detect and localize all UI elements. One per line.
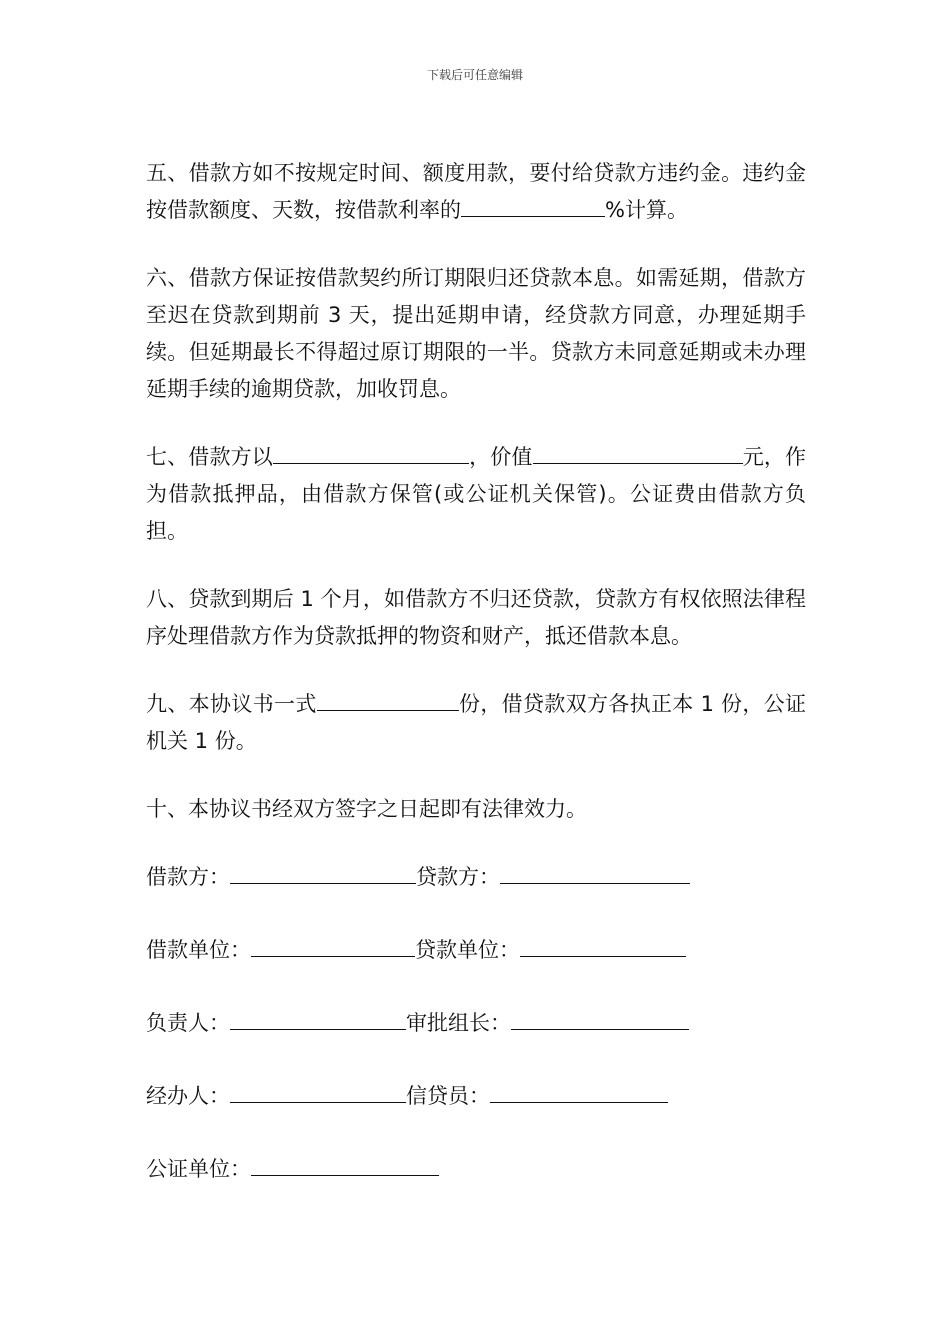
signature-row-responsible [146,1005,806,1042]
notary-unit-label: 公证单位： [146,1157,251,1181]
lender-label: 贷款方： [416,865,500,889]
copies-count-blank[interactable] [317,686,459,711]
handler-blank[interactable] [230,1078,406,1103]
clause-7-value-label: ，价值 [468,445,533,469]
lender-unit-label: 贷款单位： [415,938,520,962]
borrower-unit-label: 借款单位： [146,938,251,962]
clause-9-text: 九、本协议书一式 [146,692,317,716]
lender-blank[interactable] [500,859,690,884]
responsible-blank[interactable] [230,1005,406,1030]
credit-officer-blank[interactable] [490,1078,668,1103]
handler-label: 经办人： [146,1084,230,1108]
credit-officer-label: 信贷员： [406,1084,490,1108]
clause-9-text-end: 份，借贷款双方各执正本 1 份，公证机关 1 份。 [146,692,806,753]
clause-6: 六、借款方保证按借款契约所订期限归还贷款本息。如需延期，借款方至迟在贷款到期前 3 天，提出延期申请，经贷款方同意，办理延期手续。但延期最长不得超过原订期限的一半。贷款方未同意延期或未办理延期手续的逾期贷款，加收罚息。 [146,266,806,401]
clause-7-text: 七、借款方以 [146,445,273,469]
clause-10: 十、本协议书经双方签字之日起即有法律效力。 [146,797,587,821]
signature-row-units [146,932,806,969]
clause-5-text-end: %计算。 [605,198,688,222]
penalty-rate-blank[interactable] [461,192,605,217]
clause-8: 八、贷款到期后 1 个月，如借款方不归还贷款，贷款方有权依照法律程序处理借款方作为贷款抵押的物资和财产，抵还借款本息。 [146,587,806,648]
collateral-item-blank[interactable] [273,439,469,464]
collateral-value-blank[interactable] [533,439,743,464]
clause-9 [146,686,806,760]
responsible-label: 负责人： [146,1011,230,1035]
clause-7 [146,439,806,550]
borrower-label: 借款方： [146,865,230,889]
approval-leader-blank[interactable] [511,1005,689,1030]
borrower-unit-blank[interactable] [251,932,415,957]
page-header-note: 下载后可任意编辑 [426,68,523,82]
clause-7-text-end: 元，作为借款抵押品，由借款方保管(或公证机关保管)。公证费由借款方负担。 [146,445,807,543]
clause-5-text: 五、借款方如不按规定时间、额度用款，要付给贷款方违约金。违约金按借款额度、天数，按借款利率的 [146,161,806,222]
signature-row-parties [146,859,806,896]
signature-row-notary [146,1151,806,1188]
notary-unit-blank[interactable] [251,1151,439,1176]
lender-unit-blank[interactable] [520,932,686,957]
contract-body [146,155,806,1224]
clause-5 [146,155,806,229]
signature-row-handlers [146,1078,806,1115]
borrower-blank[interactable] [230,859,416,884]
approval-leader-label: 审批组长： [406,1011,511,1035]
